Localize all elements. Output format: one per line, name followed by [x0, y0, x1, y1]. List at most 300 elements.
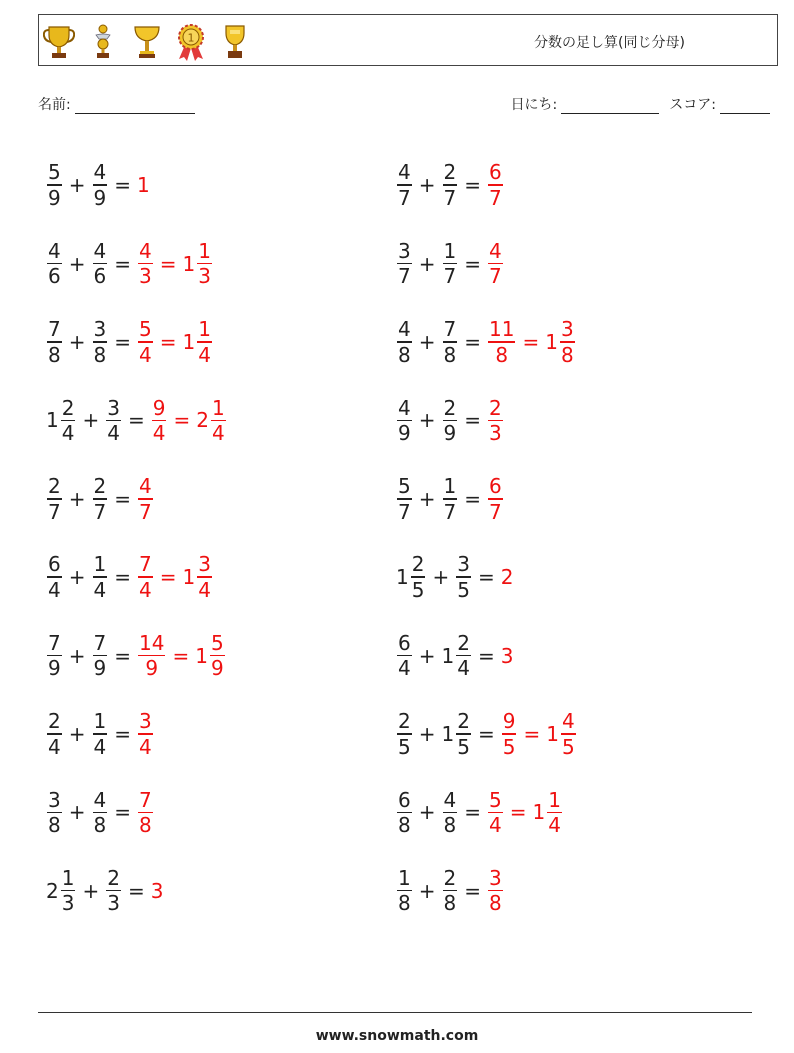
- equals-sign: =: [464, 173, 481, 198]
- numerator: 14: [139, 630, 165, 655]
- numerator: 5: [489, 787, 502, 812]
- numerator: 4: [561, 709, 575, 734]
- plus-sign: +: [418, 486, 436, 511]
- fraction: [47, 789, 62, 837]
- problem-row: [46, 303, 227, 381]
- numerator: 4: [93, 787, 107, 812]
- equals-sign: =: [464, 251, 481, 276]
- fraction: [561, 710, 576, 758]
- equals-sign: =: [114, 800, 131, 825]
- denominator: 8: [398, 813, 411, 838]
- mixed-number: [396, 553, 426, 601]
- denominator: 9: [210, 656, 224, 681]
- denominator: 8: [443, 891, 457, 916]
- denominator: 9: [48, 185, 61, 210]
- denominator: 7: [489, 185, 502, 210]
- denominator: 6: [93, 264, 107, 289]
- date-field: [511, 94, 660, 114]
- denominator: 8: [93, 813, 107, 838]
- mixed-number: [46, 318, 63, 366]
- mixed-number: [46, 710, 63, 758]
- trophy-row: [43, 21, 251, 61]
- mixed-number: [396, 161, 413, 209]
- mixed-number: [545, 318, 575, 366]
- equals-sign: =: [114, 173, 131, 198]
- answer: [137, 553, 213, 601]
- whole-part: 2: [500, 565, 514, 590]
- equals-sign: =: [114, 251, 131, 276]
- mixed-number: [105, 867, 122, 915]
- denominator: 5: [502, 734, 516, 759]
- numerator: 2: [489, 395, 502, 420]
- mixed-number: [183, 318, 213, 366]
- numerator: 7: [443, 317, 457, 342]
- mixed-number: [46, 632, 63, 680]
- equals-sign: =: [114, 329, 131, 354]
- whole-part: 1: [396, 565, 409, 590]
- whole-part: 2: [196, 408, 209, 433]
- denominator: 7: [93, 499, 107, 524]
- equals-sign: =: [464, 329, 481, 354]
- mixed-number: [396, 240, 413, 288]
- medal-ribbon-icon: [175, 21, 207, 61]
- mixed-number: [92, 553, 109, 601]
- mixed-number: [151, 879, 165, 903]
- plus-sign: +: [418, 408, 436, 433]
- mixed-number: [92, 318, 109, 366]
- equals-sign: =: [464, 408, 481, 433]
- answer: [151, 397, 227, 445]
- fraction: [211, 397, 226, 445]
- fraction: [443, 161, 458, 209]
- numerator: 7: [48, 317, 61, 342]
- fraction: [93, 475, 108, 523]
- denominator: 5: [398, 734, 411, 759]
- answer: [501, 644, 515, 668]
- answer: [137, 173, 151, 197]
- problem-row: [46, 381, 227, 459]
- mixed-number: [46, 397, 76, 445]
- numerator: 2: [457, 709, 470, 734]
- denominator: 5: [457, 734, 470, 759]
- numerator: 5: [139, 317, 152, 342]
- plus-sign: +: [418, 800, 436, 825]
- plus-sign: +: [418, 251, 436, 276]
- denominator: 9: [443, 421, 457, 446]
- footer-divider: [38, 1012, 752, 1013]
- equals-sign: =: [127, 878, 145, 903]
- answer: [137, 475, 154, 523]
- denominator: 4: [198, 342, 211, 367]
- mixed-number: [137, 475, 154, 523]
- whole-part: 1: [195, 643, 208, 668]
- denominator: 8: [48, 813, 61, 838]
- problems-column-right: [396, 146, 577, 930]
- denominator: 4: [107, 421, 120, 446]
- equals-sign: =: [523, 721, 541, 746]
- fraction: [197, 240, 212, 288]
- numerator: 2: [411, 552, 425, 577]
- fraction: [443, 789, 458, 837]
- footer-site: www.snowmath.com: [315, 1028, 479, 1044]
- denominator: 9: [398, 421, 411, 446]
- mixed-number: [46, 475, 63, 523]
- plus-sign: +: [68, 329, 86, 354]
- mixed-number: [501, 565, 515, 589]
- mixed-number: [183, 553, 213, 601]
- numerator: 4: [398, 317, 411, 342]
- numerator: 6: [398, 630, 411, 655]
- plus-sign: +: [418, 643, 436, 668]
- answer: [487, 161, 504, 209]
- denominator: 3: [107, 891, 120, 916]
- denominator: 5: [411, 577, 425, 602]
- mixed-number: [487, 397, 504, 445]
- denominator: 7: [398, 185, 411, 210]
- mixed-number: [92, 789, 109, 837]
- score-label: スコア:: [669, 97, 716, 113]
- mixed-number: [442, 318, 459, 366]
- answer: [137, 240, 213, 288]
- problem-row: [46, 773, 227, 851]
- fraction: [93, 632, 108, 680]
- date-blank[interactable]: [561, 99, 659, 114]
- numerator: 6: [398, 787, 411, 812]
- fraction: [47, 475, 62, 523]
- denominator: 4: [548, 813, 561, 838]
- numerator: 11: [489, 317, 515, 342]
- numerator: 7: [48, 630, 61, 655]
- mixed-number: [442, 710, 472, 758]
- numerator: 4: [443, 787, 457, 812]
- fraction: [397, 789, 412, 837]
- numerator: 2: [48, 474, 61, 498]
- numerator: 3: [48, 787, 61, 812]
- fraction: [138, 475, 153, 523]
- fraction: [47, 553, 62, 601]
- denominator: 8: [139, 813, 152, 838]
- mixed-number: [137, 173, 151, 197]
- answer: [487, 475, 504, 523]
- trophy-figure-icon: [87, 21, 119, 61]
- fraction: [488, 475, 503, 523]
- fraction: [456, 632, 471, 680]
- fraction: [488, 318, 515, 366]
- numerator: 3: [107, 395, 120, 420]
- fraction: [47, 240, 62, 288]
- fraction: [397, 318, 412, 366]
- denominator: 8: [398, 342, 411, 367]
- whole-part: 2: [46, 878, 59, 903]
- equals-sign: =: [173, 408, 191, 433]
- name-label: 名前:: [38, 97, 71, 113]
- numerator: 1: [198, 317, 211, 342]
- mixed-number: [501, 644, 515, 668]
- problem-row: [46, 852, 227, 930]
- score-field: [669, 94, 770, 114]
- numerator: 5: [398, 474, 411, 498]
- numerator: 4: [93, 238, 107, 263]
- denominator: 8: [489, 891, 502, 916]
- fraction: [106, 397, 121, 445]
- plus-sign: +: [68, 173, 86, 198]
- numerator: 1: [93, 709, 107, 734]
- fraction: [456, 710, 471, 758]
- numerator: 4: [398, 160, 411, 185]
- problem-row: [46, 224, 227, 302]
- fraction: [106, 867, 121, 915]
- problem-row: [396, 695, 577, 773]
- whole-part: 1: [546, 721, 559, 746]
- fraction: [443, 867, 458, 915]
- numerator: 6: [489, 474, 502, 498]
- plus-sign: +: [82, 878, 100, 903]
- plus-sign: +: [68, 643, 86, 668]
- numerator: 4: [398, 395, 411, 420]
- whole-part: 1: [441, 643, 455, 668]
- denominator: 4: [139, 342, 152, 367]
- denominator: 7: [443, 185, 457, 210]
- equals-sign: =: [464, 800, 481, 825]
- plus-sign: +: [68, 800, 86, 825]
- equals-sign: =: [127, 408, 145, 433]
- mixed-number: [487, 475, 504, 523]
- svg-text:1: 1: [187, 31, 195, 45]
- fraction: [397, 240, 412, 288]
- problem-row: [396, 616, 577, 694]
- denominator: 8: [48, 342, 61, 367]
- denominator: 3: [61, 891, 75, 916]
- problem-row: [396, 146, 577, 224]
- mixed-number: [487, 867, 504, 915]
- fraction: [397, 632, 412, 680]
- numerator: 2: [398, 709, 411, 734]
- mixed-number: [396, 397, 413, 445]
- mixed-number: [46, 789, 63, 837]
- numerator: 6: [48, 552, 61, 577]
- denominator: 7: [48, 499, 61, 524]
- numerator: 1: [548, 787, 561, 812]
- equals-sign: =: [477, 643, 495, 668]
- equals-sign: =: [159, 565, 177, 590]
- whole-part: 1: [137, 173, 150, 198]
- fraction: [411, 553, 426, 601]
- mixed-number: [137, 553, 154, 601]
- denominator: 3: [198, 264, 211, 289]
- denominator: 4: [398, 656, 411, 681]
- fraction: [138, 318, 153, 366]
- denominator: 4: [61, 421, 75, 446]
- whole-part: 3: [500, 643, 514, 668]
- fraction: [502, 710, 517, 758]
- denominator: 7: [443, 499, 457, 524]
- mixed-number: [487, 240, 504, 288]
- fraction: [93, 710, 108, 758]
- mixed-number: [137, 710, 154, 758]
- fraction: [138, 632, 165, 680]
- numerator: 9: [502, 709, 516, 734]
- problem-row: [396, 773, 577, 851]
- mixed-number: [487, 318, 516, 366]
- answer: [487, 397, 504, 445]
- equals-sign: =: [114, 565, 131, 590]
- denominator: 7: [398, 499, 411, 524]
- fraction: [138, 240, 153, 288]
- fraction: [547, 789, 562, 837]
- problem-row: [396, 852, 577, 930]
- numerator: 5: [48, 160, 61, 185]
- numerator: 3: [457, 552, 470, 577]
- numerator: 2: [48, 709, 61, 734]
- fraction: [397, 710, 412, 758]
- equals-sign: =: [477, 565, 495, 590]
- denominator: 4: [489, 813, 502, 838]
- mixed-number: [46, 867, 76, 915]
- equals-sign: =: [522, 329, 540, 354]
- mixed-number: [151, 397, 168, 445]
- numerator: 2: [457, 630, 470, 655]
- problem-row: [396, 303, 577, 381]
- denominator: 8: [560, 342, 574, 367]
- answer: [501, 565, 515, 589]
- mixed-number: [46, 240, 63, 288]
- problem-row: [46, 616, 227, 694]
- mixed-number: [487, 789, 504, 837]
- numerator: 3: [489, 865, 502, 890]
- fraction: [397, 161, 412, 209]
- numerator: 4: [139, 474, 152, 498]
- plus-sign: +: [418, 878, 436, 903]
- fraction: [456, 553, 471, 601]
- whole-part: 3: [150, 878, 164, 903]
- denominator: 6: [48, 264, 61, 289]
- worksheet-header: [38, 14, 778, 66]
- fraction: [93, 553, 108, 601]
- numerator: 3: [398, 238, 411, 263]
- whole-part: 1: [545, 329, 558, 354]
- numerator: 2: [443, 395, 457, 420]
- mixed-number: [137, 632, 166, 680]
- equals-sign: =: [114, 643, 131, 668]
- fraction: [443, 475, 458, 523]
- fraction: [443, 397, 458, 445]
- fraction: [152, 397, 167, 445]
- denominator: 3: [139, 264, 152, 289]
- denominator: 3: [489, 421, 502, 446]
- denominator: 4: [457, 656, 470, 681]
- whole-part: 1: [182, 565, 196, 590]
- mixed-number: [196, 397, 226, 445]
- problem-row: [396, 538, 577, 616]
- fraction: [488, 397, 503, 445]
- denominator: 4: [93, 734, 107, 759]
- whole-part: 1: [182, 251, 196, 276]
- denominator: 4: [139, 734, 152, 759]
- mixed-number: [92, 710, 109, 758]
- denominator: 4: [198, 577, 211, 602]
- mixed-number: [92, 475, 109, 523]
- denominator: 8: [443, 813, 457, 838]
- mixed-number: [396, 710, 413, 758]
- numerator: 1: [211, 395, 225, 420]
- denominator: 8: [93, 342, 107, 367]
- denominator: 9: [93, 656, 107, 681]
- numerator: 4: [93, 160, 107, 185]
- denominator: 7: [489, 264, 502, 289]
- fraction: [138, 553, 153, 601]
- mixed-number: [442, 867, 459, 915]
- equals-sign: =: [114, 721, 131, 746]
- mixed-number: [501, 710, 518, 758]
- denominator: 8: [495, 342, 509, 367]
- fraction: [47, 632, 62, 680]
- numerator: 1: [61, 865, 75, 890]
- plus-sign: +: [82, 408, 100, 433]
- mixed-number: [546, 710, 576, 758]
- mixed-number: [487, 161, 504, 209]
- numerator: 5: [210, 630, 224, 655]
- fraction: [47, 161, 62, 209]
- whole-part: 1: [46, 408, 59, 433]
- denominator: 8: [398, 891, 411, 916]
- numerator: 1: [398, 865, 411, 890]
- problem-row: [396, 381, 577, 459]
- mixed-number: [396, 867, 413, 915]
- problem-row: [46, 538, 227, 616]
- numerator: 4: [489, 238, 502, 263]
- mixed-number: [183, 240, 213, 288]
- denominator: 9: [93, 185, 107, 210]
- fraction: [397, 867, 412, 915]
- numerator: 1: [93, 552, 107, 577]
- fraction: [443, 240, 458, 288]
- answer: [487, 318, 576, 366]
- answer: [487, 867, 504, 915]
- denominator: 5: [561, 734, 575, 759]
- equals-sign: =: [509, 800, 527, 825]
- score-blank[interactable]: [720, 99, 770, 114]
- numerator: 1: [443, 474, 457, 498]
- fraction: [47, 318, 62, 366]
- numerator: 2: [443, 865, 457, 890]
- fraction: [93, 161, 108, 209]
- mixed-number: [137, 318, 154, 366]
- numerator: 7: [139, 552, 152, 577]
- name-blank[interactable]: [75, 99, 195, 114]
- fraction: [560, 318, 575, 366]
- numerator: 2: [443, 160, 457, 185]
- trophy-goblet-icon: [131, 21, 163, 61]
- plus-sign: +: [418, 329, 436, 354]
- problem-row: [46, 146, 227, 224]
- numerator: 7: [93, 630, 107, 655]
- whole-part: 1: [441, 721, 455, 746]
- problem-row: [396, 224, 577, 302]
- mixed-number: [533, 789, 563, 837]
- problem-row: [46, 460, 227, 538]
- fraction: [397, 397, 412, 445]
- numerator: 4: [48, 238, 61, 263]
- problem-row: [46, 695, 227, 773]
- whole-part: 1: [532, 800, 546, 825]
- worksheet-title: 分数の足し算(同じ分母): [534, 35, 685, 51]
- denominator: 7: [443, 264, 457, 289]
- numerator: 3: [198, 552, 211, 577]
- mixed-number: [195, 632, 225, 680]
- trophy-cup-small-icon: [219, 21, 251, 61]
- equals-sign: =: [159, 329, 177, 354]
- denominator: 5: [457, 577, 470, 602]
